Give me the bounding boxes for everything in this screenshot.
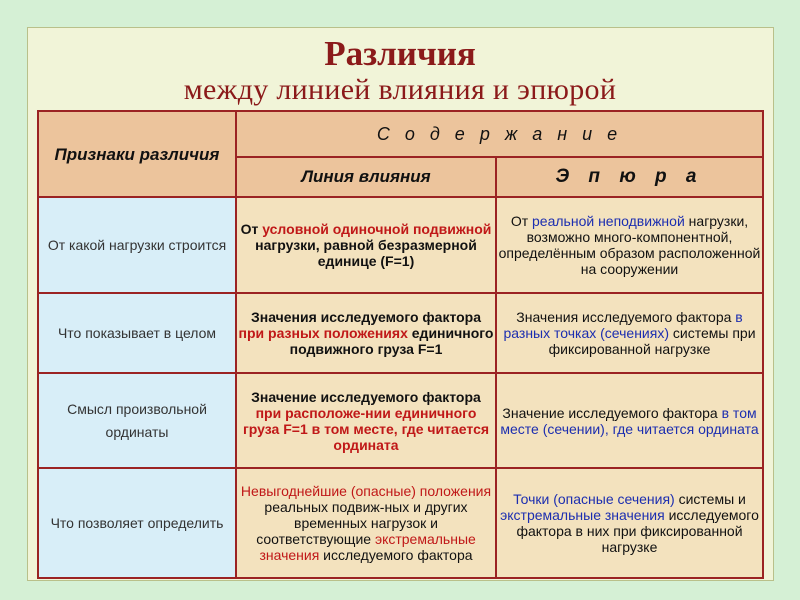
slide-title: Различия — [324, 34, 476, 73]
cell-text: системы при фиксированной нагрузке — [548, 325, 756, 357]
row-label: Смысл произвольной ординаты — [38, 373, 236, 468]
cell-text: От — [240, 221, 263, 237]
row-label: От какой нагрузки строится — [38, 197, 236, 293]
table-row — [38, 197, 763, 293]
influence-line-cell — [236, 197, 496, 293]
cell-text: исследуемого фактора — [319, 547, 473, 563]
header-features: Признаки различия — [38, 111, 236, 197]
comparison-table — [37, 110, 764, 579]
cell-highlight: Точки (опасные сечения) — [513, 491, 675, 507]
cell-text: системы и — [674, 491, 746, 507]
cell-text: Значения исследуемого фактора — [516, 309, 736, 325]
cell-highlight: при расположе-нии единичного груза — [242, 404, 477, 437]
cell-text: реальных подвиж-ных и других временных нагрузок и соответствующие — [256, 499, 468, 547]
cell-text: Значения исследуемого фактора — [250, 309, 482, 325]
cell-highlight: при разных положениях — [238, 325, 408, 341]
cell-highlight: условной одиночной подвижной — [262, 221, 492, 237]
cell-text: нагрузки, возможно много-компонентной, определённым образом расположенной на сооружении — [498, 213, 761, 277]
cell-highlight: где читается ордината — [608, 420, 759, 437]
cell-highlight: экстремальные значения — [500, 507, 665, 523]
cell-text: От — [510, 213, 533, 229]
diagram-cell — [496, 197, 763, 293]
influence-line-cell — [236, 373, 496, 468]
header-influence-line: Линия влияния — [236, 157, 496, 197]
header-diagram: Э п ю р а — [496, 157, 763, 197]
cell-text: исследуемого фактора в них при фиксированной нагрузке — [516, 507, 759, 555]
cell-text: Значение исследуемого фактора — [251, 388, 481, 405]
influence-line-cell — [236, 468, 496, 578]
cell-highlight: реальной неподвижной — [532, 213, 685, 229]
cell-text: Значение исследуемого фактора — [502, 404, 722, 421]
table-row — [38, 293, 763, 373]
cell-highlight: экстремальные значения — [259, 531, 476, 563]
slide-subtitle: между линией влияния и эпюрой — [183, 73, 617, 106]
table-row — [38, 468, 763, 578]
cell-text: единичного подвижного груза F=1 — [289, 325, 494, 357]
influence-line-cell — [236, 293, 496, 373]
diagram-cell — [496, 468, 763, 578]
cell-highlight: F=1 в том месте, где читается ордината — [279, 420, 490, 453]
diagram-cell — [496, 373, 763, 468]
header-content: С о д е р ж а н и е — [236, 111, 763, 157]
cell-highlight: Невыгоднейшие (опасные) положения — [240, 483, 492, 499]
row-label: Что показывает в целом — [38, 293, 236, 373]
cell-text: нагрузки, равной безразмерной единице (F=1) — [255, 237, 477, 269]
diagram-cell — [496, 293, 763, 373]
cell-highlight: в разных точках (сечениях) — [503, 309, 743, 341]
cell-highlight: в том месте (сечении), — [500, 404, 757, 437]
row-label: Что позволяет определить — [38, 468, 236, 578]
table-row — [38, 373, 763, 468]
